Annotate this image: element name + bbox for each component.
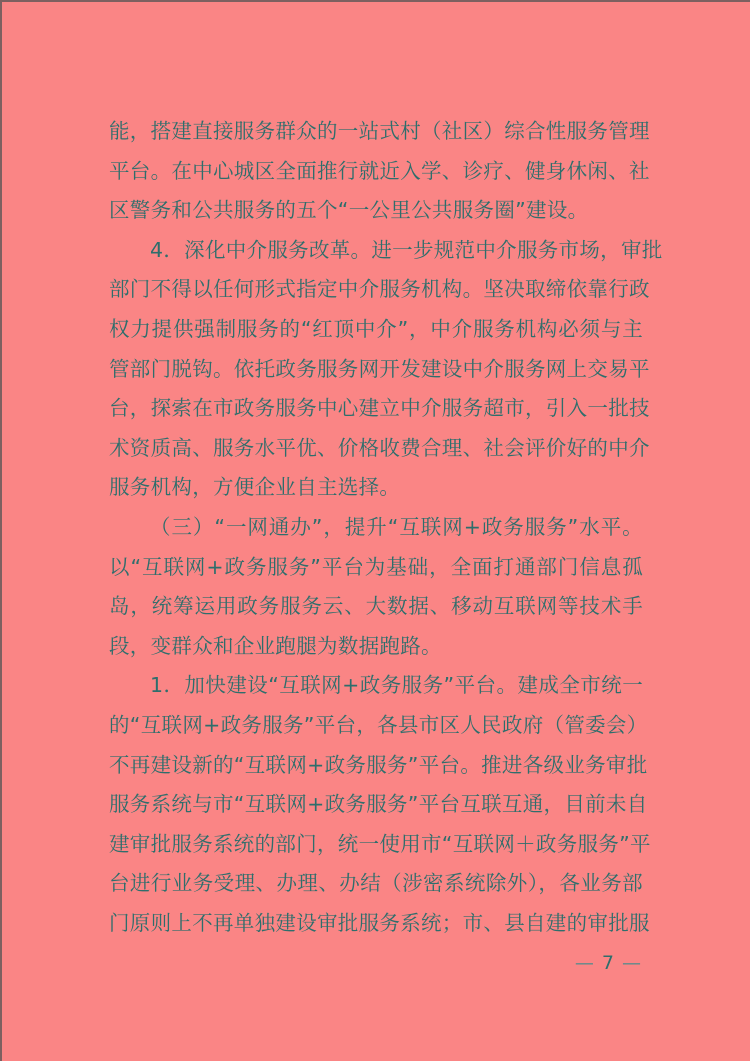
text-line: 台，探索在市政务服务中心建立中介服务超市，引入一批技 — [109, 396, 650, 421]
section-heading-line: （三）“一网通办”，提升“互联网+政务服务”水平。 — [150, 514, 643, 539]
text-line: 服务系统与市“互联网+政务服务”平台互联互通，目前未自 — [109, 792, 648, 817]
text-line: 岛，统筹运用政务服务云、大数据、移动互联网等技术手 — [109, 594, 643, 619]
text-line: 平台。在中心城区全面推行就近入学、诊疗、健身休闲、社 — [109, 158, 650, 183]
page-number-dash-right: — — [622, 952, 643, 974]
text-line: 管部门脱钩。依托政务服务网开发建设中介服务网上交易平 — [109, 356, 650, 381]
text-line: 部门不得以任何形式指定中介服务机构。坚决取缔依靠行政 — [109, 277, 650, 302]
page-number-dash-left: — — [574, 952, 596, 974]
text-line: 能，搭建直接服务群众的一站式村（社区）综合性服务管理 — [109, 119, 650, 143]
text-line: 1．加快建设“互联网+政务服务”平台。建成全市统一 — [150, 673, 643, 698]
text-line: 段，变群众和企业跑腿为数据跑路。 — [109, 633, 442, 658]
text-line: 建审批服务系统的部门，统一使用市“互联网＋政务服务”平 — [109, 831, 651, 856]
page-number — [575, 952, 643, 974]
text-line: 台进行业务受理、办理、办结（涉密系统除外），各业务部 — [109, 871, 643, 896]
text-line: 门原则上不再单独建设审批服务系统；市、县自建的审批服 — [109, 910, 650, 935]
text-line: 以“互联网+政务服务”平台为基础，全面打通部门信息孤 — [109, 554, 643, 579]
text-line: 术资质高、服务水平优、价格收费合理、社会评价好的中介 — [109, 435, 650, 460]
text-line: 不再建设新的“互联网+政务服务”平台。推进各级业务审批 — [109, 752, 648, 777]
text-line: 的“互联网+政务服务”平台，各县市区人民政府（管委会） — [109, 712, 648, 737]
text-line: 4．深化中介服务改革。进一步规范中介服务市场，审批 — [150, 237, 663, 262]
text-line: 权力提供强制服务的“红顶中介”，中介服务机构必须与主 — [109, 316, 643, 341]
page-number-value: 7 — [601, 952, 616, 974]
text-line: 服务机构，方便企业自主选择。 — [109, 475, 401, 500]
document-text-block — [109, 112, 663, 943]
text-line: 区警务和公共服务的五个“一公里公共服务圈”建设。 — [109, 198, 589, 223]
